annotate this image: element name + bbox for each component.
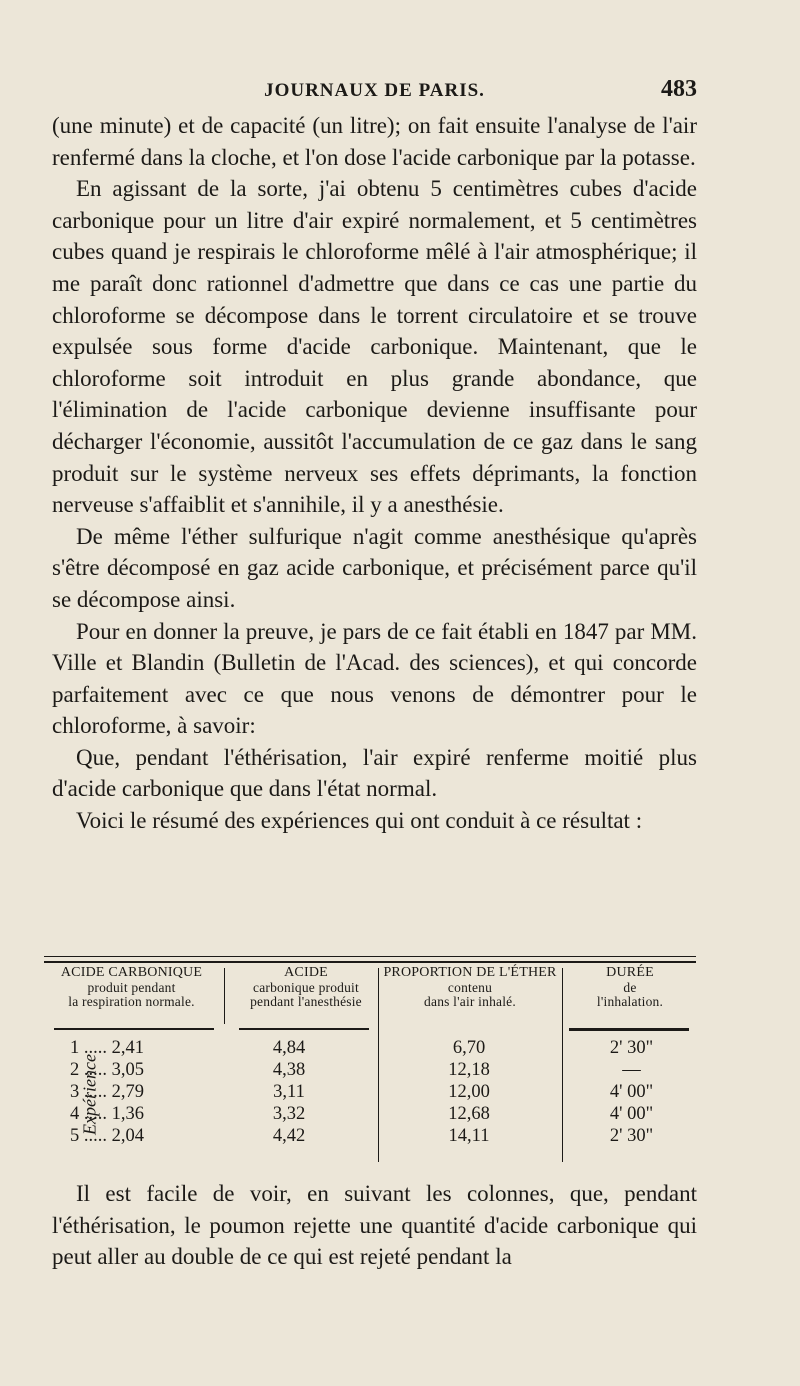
table-row: [44, 1062, 696, 1082]
cell-ether: 6,70: [452, 1038, 486, 1058]
cell-normal: 2 ..... 3,05: [70, 1060, 144, 1080]
header-rule: [239, 1028, 369, 1030]
cell-normal: 4 ..... 1,36: [70, 1104, 144, 1124]
cell-ether: 12,18: [448, 1060, 490, 1080]
cell-duration: 4' 00": [609, 1082, 654, 1102]
table-row: [44, 1084, 696, 1104]
cell-ether: 14,11: [448, 1126, 490, 1146]
cell-anesthesia: 4,84: [272, 1038, 306, 1058]
table-row: [44, 1106, 696, 1126]
cell-normal: 5 ..... 2,04: [70, 1126, 144, 1146]
paragraph: Pour en donner la preuve, je pars de ce fait établi en 1847 par MM. Ville et Blandin (Bulletin de l'Acad. des sciences), et qui concorde parfaitement avec ce que nous venons de démontrer pour le chloroforme, à savoir:: [52, 618, 697, 739]
paragraph: Voici le résumé des expériences qui ont conduit à ce résultat :: [76, 808, 643, 834]
running-title: JOURNAUX DE PARIS.: [264, 80, 485, 101]
column-divider: [224, 968, 225, 1024]
column-header-anesthesia: ACIDE carbonique produit pendant l'anesthésie: [250, 965, 362, 1009]
page-header: [52, 76, 697, 106]
cell-normal: 3 ..... 2,79: [70, 1082, 144, 1102]
cell-duration: 2' 30": [609, 1126, 654, 1146]
cell-anesthesia: 3,11: [273, 1082, 305, 1102]
column-header-ether: PROPORTION DE L'ÉTHER contenu dans l'air inhalé.: [383, 965, 557, 1009]
cell-duration: 4' 00": [609, 1104, 654, 1124]
paragraph: (une minute) et de capacité (un litre); on fait ensuite l'analyse de l'air renfermé dans la cloche, et l'on dose l'acide carbonique par la potasse.: [52, 113, 697, 170]
header-rule: [54, 1028, 214, 1030]
column-header-duration: DURÉE de l'inhalation.: [596, 965, 664, 1009]
cell-anesthesia: 3,32: [272, 1104, 306, 1124]
paragraph: Il est facile de voir, en suivant les colonnes, que, pendant l'éthérisation, le poumon rejette une quantité d'acide carbonique qui peut aller au double de ce qui est rejeté pendant la: [52, 1181, 697, 1270]
cell-ether: 12,00: [448, 1082, 490, 1102]
experience-side-label: Expérience: [79, 1054, 100, 1135]
paragraph: De même l'éther sulfurique n'agit comme anesthésique qu'après s'être décomposé en gaz acide carbonique, et précisément parce qu'il se décompose ainsi.: [52, 523, 697, 612]
results-table: [44, 966, 696, 1162]
cell-duration: —: [622, 1060, 641, 1080]
cell-anesthesia: 4,38: [272, 1060, 306, 1080]
cell-ether: 12,68: [448, 1104, 490, 1124]
paragraph: Que, pendant l'éthérisation, l'air expiré renferme moitié plus d'acide carbonique que dans l'état normal.: [52, 744, 697, 802]
paragraph: En agissant de la sorte, j'ai obtenu 5 centimètres cubes d'acide carbonique pour un litre d'air expiré normalement, et 5 centimètres cubes quand je respirais le chloroforme mêlé à l'air atmosphérique; il me paraît donc rationnel d'admettre que dans ce cas une partie du chloroforme se décompose dans le torrent circulatoire et se trouve expulsée sous forme d'acide carbonique. Maintenant, que le chloroforme soit introduit en plus grande abondance, que l'élimination de l'acide carbonique devienne insuffisante pour décharger l'économie, aussitôt l'accumulation de ce gaz dans le sang produit sur le système nerveux ses effets déprimants, la fonction nerveuse s'affaiblit et s'annihile, il y a anesthésie.: [52, 176, 697, 518]
column-header-normal: ACIDE CARBONIQUE produit pendant la respiration normale.: [60, 965, 203, 1009]
page-number: 483: [661, 76, 697, 102]
cell-anesthesia: 4,42: [272, 1126, 306, 1146]
table-row: [44, 1128, 696, 1148]
table-top-rule: [44, 956, 696, 963]
body-text: [52, 110, 697, 837]
table-row: [44, 1040, 696, 1060]
cell-normal: 1 ..... 2,41: [70, 1038, 144, 1058]
cell-duration: 2' 30": [609, 1038, 654, 1058]
header-rule: [569, 1028, 689, 1031]
closing-text: [52, 1178, 697, 1273]
